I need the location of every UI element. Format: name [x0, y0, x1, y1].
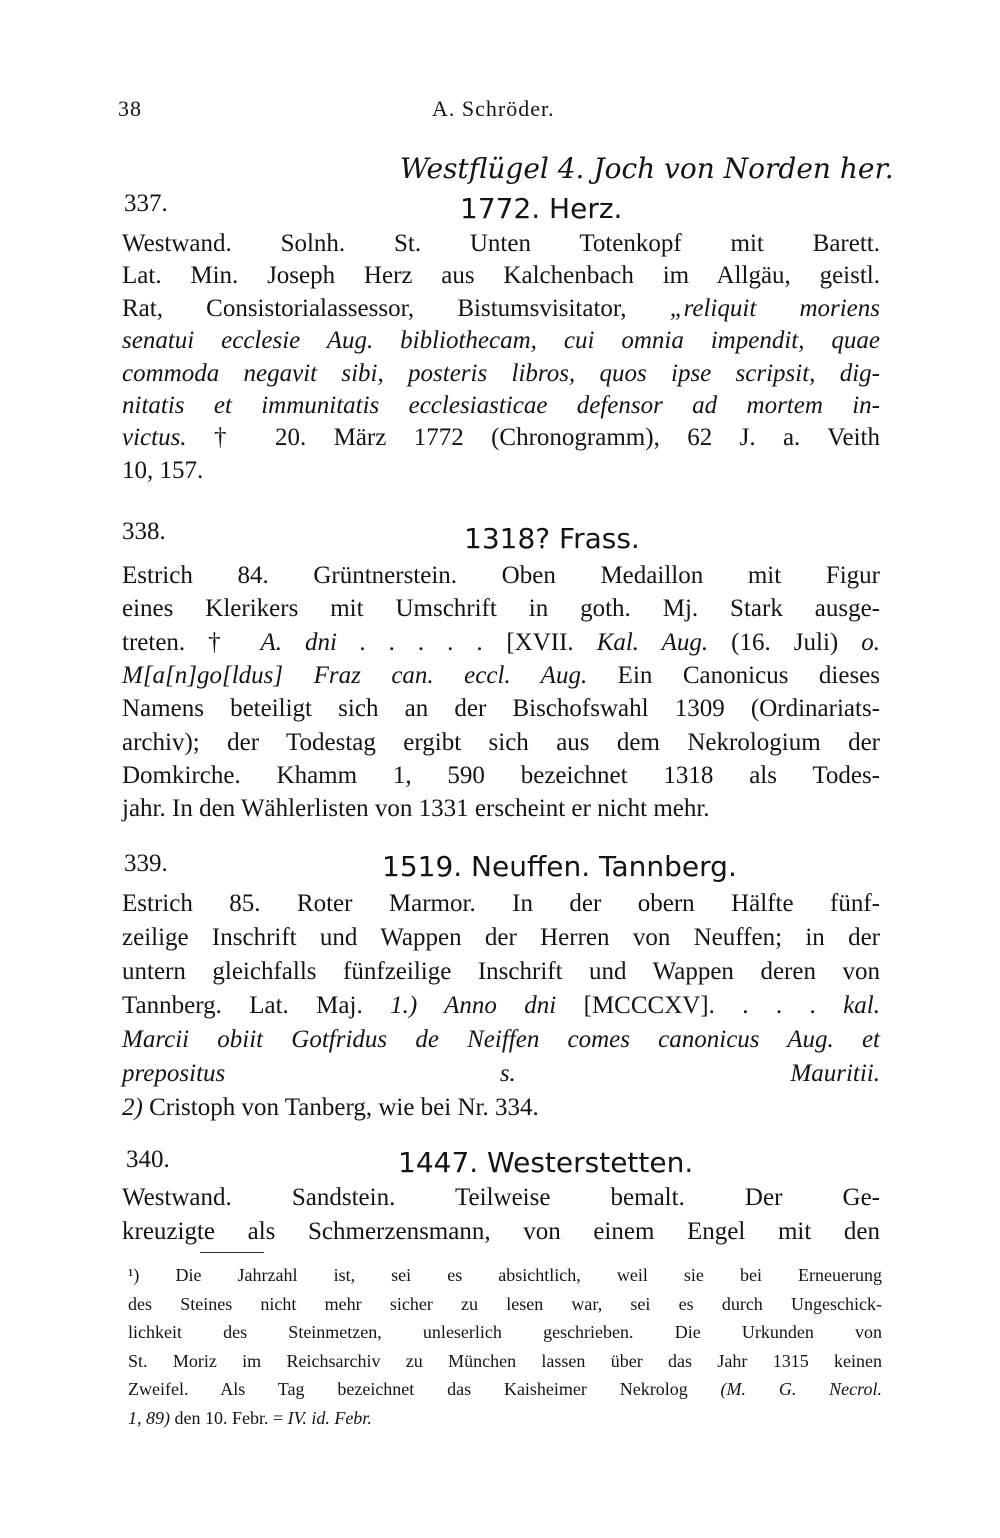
- text-span: archiv); der Todestag ergibt sich aus dem Nekrologium der: [122, 728, 880, 756]
- text-line: [128, 1262, 882, 1289]
- text-span: † 20. März 1772 (Chronogramm), 62 J. a. Veith: [186, 424, 880, 452]
- text-line: [122, 793, 880, 825]
- italic-text: prepositus s. Mauritii.: [122, 1060, 880, 1087]
- text-line: [122, 1058, 880, 1090]
- text-line: [122, 956, 880, 988]
- entry-number: 337.: [124, 190, 168, 217]
- entry-number: 339.: [124, 850, 168, 877]
- text-line: [122, 593, 880, 625]
- text-line: [128, 1348, 882, 1375]
- text-span: Zweifel. Als Tag bezeichnet das Kaisheimer Nekrolog: [128, 1379, 721, 1399]
- text-span: Lat. Min. Joseph Herz aus Kalchenbach im Allgäu, geistl.: [122, 262, 880, 290]
- text-span: 10, 157.: [122, 456, 204, 484]
- italic-text: commoda negavit sibi, posteris libros, quos ipse scripsit, dig-: [122, 359, 880, 387]
- text-span: Estrich 84. Grüntnerstein. Oben Medaillon mit Figur: [122, 562, 880, 589]
- italic-text: senatui ecclesie Aug. bibliothecam, cui omnia impendit, quae: [122, 327, 880, 355]
- text-span: untern gleichfalls fünfzeilige Inschrift und Wappen deren von: [122, 958, 880, 985]
- text-span: Westwand. Sandstein. Teilweise bemalt. Der Ge-: [122, 1184, 880, 1211]
- section-heading: Westflügel 4. Joch von Norden her.: [400, 152, 894, 185]
- text-line: [128, 1405, 882, 1432]
- text-line: [122, 422, 880, 454]
- entry-title: 1318? Frass.: [464, 522, 640, 555]
- text-line: [122, 260, 880, 292]
- text-line: [122, 693, 880, 725]
- text-span: den 10. Febr. =: [170, 1407, 288, 1428]
- entry-title: 1447. Westerstetten.: [398, 1146, 694, 1179]
- italic-text: 1, 89): [128, 1407, 170, 1428]
- text-span: ¹) Die Jahrzahl ist, sei es absichtlich, weil sie bei Erneuerung: [128, 1265, 882, 1285]
- text-line: [122, 888, 880, 920]
- italic-text: M[a[n]go[ldus] Fraz can. eccl. Aug.: [122, 661, 588, 689]
- italic-text: (M. G. Necrol.: [720, 1379, 883, 1399]
- italic-text: A. dni . . . . .: [260, 628, 484, 656]
- text-line: [122, 922, 880, 954]
- text-line: [122, 293, 880, 325]
- text-line: [122, 990, 880, 1022]
- page-number: 38: [118, 96, 142, 121]
- text-line: [122, 390, 880, 422]
- text-line: [122, 1024, 880, 1056]
- italic-text: IV. id. Febr.: [287, 1407, 372, 1428]
- entry-number: 340.: [126, 1146, 170, 1173]
- italic-text: Kal. Aug.: [596, 628, 709, 656]
- italic-text: nitatis et immunitatis ecclesiasticae defensor ad mortem in-: [122, 392, 880, 419]
- text-span: lichkeit des Steinmetzen, unleserlich geschrieben. Die Urkunden von: [128, 1322, 882, 1342]
- text-span: Domkirche. Khamm 1, 590 bezeichnet 1318 als Todes-: [122, 761, 880, 789]
- text-span: Cristoph von Tanberg, wie bei Nr. 334.: [142, 1094, 539, 1121]
- running-title: A. Schröder.: [432, 96, 555, 121]
- text-span: treten. †: [122, 628, 261, 656]
- italic-text: o.: [861, 628, 880, 656]
- italic-text: kal.: [843, 992, 880, 1019]
- text-line: [122, 325, 880, 357]
- text-span: jahr. In den Wählerlisten von 1331 erscheint er nicht mehr.: [122, 795, 710, 823]
- text-line: [122, 358, 880, 390]
- text-line: [122, 560, 880, 592]
- text-line: [128, 1376, 882, 1403]
- text-line: [122, 727, 880, 759]
- entry-title: 1772. Herz.: [460, 192, 623, 225]
- text-line: [122, 455, 880, 487]
- text-span: [XVII.: [483, 628, 597, 656]
- text-span: St. Moriz im Reichsarchiv zu München lassen über das Jahr 1315 keinen: [128, 1350, 882, 1371]
- text-span: Estrich 85. Roter Marmor. In der obern Hälfte fünf-: [122, 890, 880, 917]
- text-line: [128, 1291, 882, 1318]
- text-span: des Steines nicht mehr sicher zu lesen war, sei es durch Ungeschick-: [128, 1293, 882, 1314]
- italic-text: victus.: [122, 424, 187, 452]
- italic-text: 2): [122, 1094, 143, 1121]
- text-span: (16. Juli): [708, 628, 862, 656]
- text-span: Tannberg. Lat. Maj.: [122, 992, 391, 1019]
- text-span: Namens beteiligt sich an der Bischofswahl 1309 (Ordinariats-: [122, 695, 880, 723]
- text-line: [122, 1092, 880, 1124]
- text-line: [122, 660, 880, 692]
- text-line: [122, 760, 880, 792]
- entry-title: 1519. Neuffen. Tannberg.: [382, 850, 737, 883]
- text-span: eines Klerikers mit Umschrift in goth. Mj. Stark ausge-: [122, 595, 880, 623]
- italic-text: 1.) Anno dni: [390, 992, 557, 1019]
- text-span: zeilige Inschrift und Wappen der Herren von Neuffen; in der: [122, 924, 880, 951]
- italic-text: Marcii obiit Gotfridus de Neiffen comes canonicus Aug. et: [122, 1026, 880, 1053]
- italic-text: „reliquit moriens: [669, 294, 881, 322]
- footnote-divider: [200, 1252, 264, 1253]
- text-line: [122, 627, 880, 659]
- text-line: [122, 1216, 880, 1248]
- text-span: Rat, Consistorialassessor, Bistumsvisitator,: [122, 294, 670, 322]
- text-span: kreuzigte als Schmerzensmann, von einem Engel mit den: [122, 1218, 880, 1245]
- text-span: [MCCCXV]. . . .: [556, 992, 844, 1019]
- text-line: [122, 228, 880, 260]
- text-line: [128, 1319, 882, 1346]
- text-span: Ein Canonicus dieses: [587, 661, 880, 689]
- entry-number: 338.: [122, 518, 166, 545]
- text-line: [122, 1182, 880, 1214]
- text-span: Westwand. Solnh. St. Unten Totenkopf mit Barett.: [122, 230, 880, 257]
